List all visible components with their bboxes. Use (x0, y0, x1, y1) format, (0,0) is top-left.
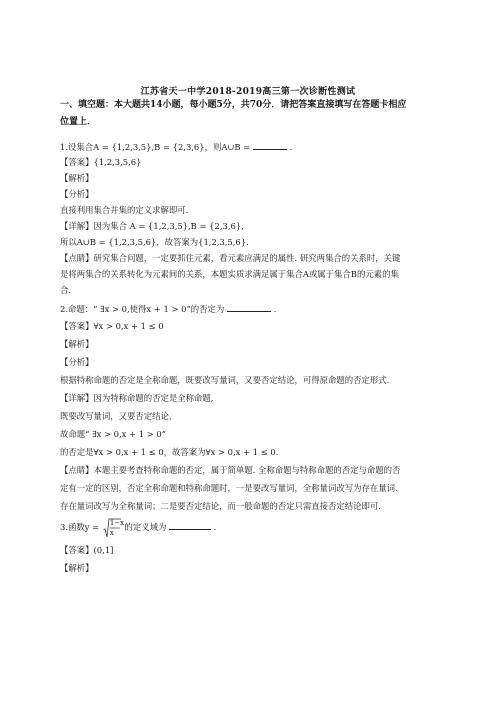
q2-jiexi-label: 【解析】 (60, 339, 94, 349)
q1-answer: 【答案】{1,2,3,5,6} (60, 157, 142, 167)
question-2 (60, 302, 440, 315)
q2-line-c: 的否定是∀x > 0,x + 1 ≤ 0，故答案为∀x > 0,x + 1 ≤ 0. (60, 447, 279, 457)
q2-fenxi-text: 根据特称命题的否定是全称命题，既要改写量词，又要否定结论，可得原命题的否定形式. (60, 375, 390, 385)
q2-fenxi-label: 【分析】 (60, 357, 94, 367)
question-3 (60, 515, 440, 539)
fraction-denominator: x (109, 528, 114, 537)
question-2-text: 2.命题：“ ∃x > 0,使得x + 1 > 0”的否定为 (60, 304, 225, 314)
answer-blank (253, 140, 287, 150)
question-1-text: 1.设集合A = {1,2,3,5},B = {2,3,6}，则A∪B = (60, 142, 251, 152)
question-3-suffix: 的定义域为 (124, 522, 167, 532)
section-header: 一、填空题：本大题共14小题，每小题5分，共70分．请把答案直接填写在答题卡相应 (60, 100, 407, 110)
q1-fenxi-text: 直接利用集合并集的定义求解即可. (60, 205, 189, 215)
answer-blank (227, 302, 271, 312)
q2-answer: 【答案】∀x > 0,x + 1 ≤ 0 (60, 321, 164, 331)
question-1 (60, 140, 440, 153)
q3-answer: 【答案】(0,1] (60, 545, 114, 555)
q1-xiangjie: 【详解】因为集合 A = {1,2,3,5},B = {2,3,6}, (60, 221, 244, 231)
q1-dianjing-3: 合. (60, 285, 72, 295)
q2-dianjing-3: 存在量词改写为全称量词；二是要否定结论，而一般命题的否定只需直接否定结论即可. (60, 501, 381, 511)
q1-dianjing-2: 是将两集合的关系转化为元素间的关系，本题实质求满足属于集合A或属于集合B的元素的集 (60, 269, 399, 279)
q2-dianjing-2: 定有一定的区别，否定全称命题和特称命题时，一是要改写量词，全称量词改写为存在量词、 (60, 483, 404, 493)
q1-dianjing-1: 【点睛】研究集合问题，一定要抓住元素，看元素应满足的属性. 研究两集合的关系时，关键 (60, 253, 401, 263)
fraction-numerator: 1−x (109, 518, 125, 527)
q2-xiangjie: 【详解】因为特称命题的否定是全称命题, (60, 393, 214, 403)
sqrt-fraction (103, 518, 125, 538)
answer-blank (169, 520, 211, 530)
q1-xiangjie-2: 所以A∪B = {1,2,3,5,6}，故答案为{1,2,3,5,6}. (60, 237, 249, 247)
question-2-end: . (273, 304, 277, 314)
q3-jiexi-label: 【解析】 (60, 563, 94, 573)
question-3-end: . (213, 522, 217, 532)
q2-dianjing-1: 【点睛】本题主要考查特称命题的否定，属于简单题. 全称命题与特称命题的否定与命题的否 (60, 465, 401, 475)
q1-jiexi-label: 【解析】 (60, 173, 94, 183)
page-title: 江苏省天一中学2018-2019高三第一次诊断性测试 (140, 87, 356, 97)
question-1-end: . (289, 142, 293, 152)
q2-line-b: 故命题“ ∃x > 0,x + 1 > 0” (60, 429, 167, 439)
question-3-prefix: 3.函数y = (60, 522, 100, 532)
section-header-cont: 位置上． (60, 117, 97, 127)
q2-line-a: 既要改写量词，又要否定结论， (60, 411, 178, 421)
q1-fenxi-label: 【分析】 (60, 189, 94, 199)
